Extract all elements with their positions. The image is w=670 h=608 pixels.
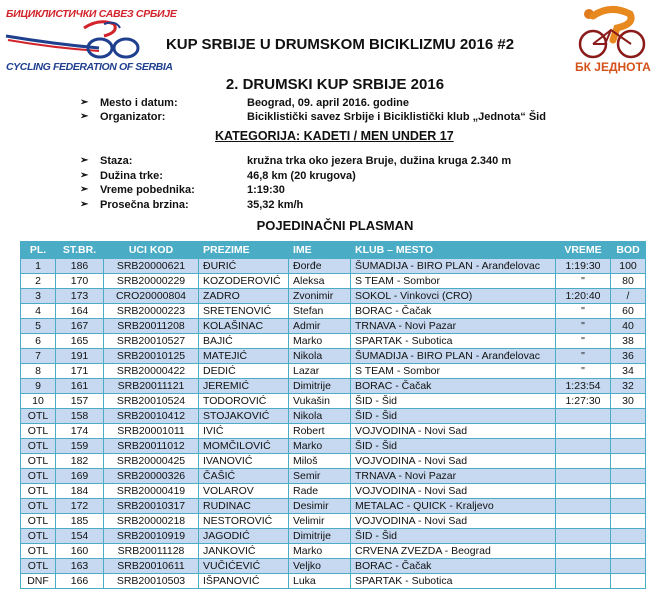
cell-place: 1 <box>21 259 56 274</box>
cell-uci-code: SRB20010524 <box>104 394 199 409</box>
cell-uci-code: SRB20011128 <box>104 544 199 559</box>
table-row <box>21 559 646 574</box>
cell-name: Admir <box>289 319 351 334</box>
cell-points <box>611 544 646 559</box>
cell-time: " <box>556 349 611 364</box>
table-row <box>21 484 646 499</box>
cell-name: Velimir <box>289 514 351 529</box>
table-row <box>21 394 646 409</box>
cell-time: " <box>556 364 611 379</box>
cell-points <box>611 559 646 574</box>
cell-club: BORAC - Čačak <box>351 379 556 394</box>
info-label: Mesto i datum: <box>100 97 178 109</box>
cell-start-number: 173 <box>56 289 104 304</box>
cell-time <box>556 469 611 484</box>
cell-uci-code: SRB20000419 <box>104 484 199 499</box>
cell-surname: VUČIĆEVIĆ <box>199 559 289 574</box>
cell-place: 10 <box>21 394 56 409</box>
cell-points: 100 <box>611 259 646 274</box>
column-header-surname: PREZIME <box>199 242 289 259</box>
cell-time <box>556 559 611 574</box>
cell-place: 9 <box>21 379 56 394</box>
cell-name: Marko <box>289 544 351 559</box>
cell-club: METALAC - QUICK - Kraljevo <box>351 499 556 514</box>
cell-start-number: 185 <box>56 514 104 529</box>
cell-name: Marko <box>289 334 351 349</box>
cell-start-number: 165 <box>56 334 104 349</box>
table-row <box>21 439 646 454</box>
cell-time <box>556 439 611 454</box>
table-row <box>21 334 646 349</box>
cell-place: DNF <box>21 574 56 589</box>
cell-surname: JANKOVIĆ <box>199 544 289 559</box>
cell-surname: KOLAŠINAC <box>199 319 289 334</box>
cell-surname: KOZODEROVIĆ <box>199 274 289 289</box>
cell-surname: JEREMIĆ <box>199 379 289 394</box>
cell-time: " <box>556 334 611 349</box>
column-header-points: BOD <box>611 242 646 259</box>
cell-club: SOKOL - Vinkovci (CRO) <box>351 289 556 304</box>
table-row <box>21 259 646 274</box>
bicycle-wheels-icon <box>4 18 154 62</box>
cell-name: Semir <box>289 469 351 484</box>
arrow-bullet-icon: ➢ <box>80 97 89 108</box>
cell-time: 1:19:30 <box>556 259 611 274</box>
table-row <box>21 454 646 469</box>
column-header-time: VREME <box>556 242 611 259</box>
cell-club: SPARTAK - Subotica <box>351 334 556 349</box>
results-table <box>20 241 646 589</box>
cell-name: Robert <box>289 424 351 439</box>
cell-uci-code: SRB20001011 <box>104 424 199 439</box>
cell-place: OTL <box>21 469 56 484</box>
cell-place: 2 <box>21 274 56 289</box>
cell-start-number: 161 <box>56 379 104 394</box>
table-row <box>21 544 646 559</box>
info-value: 1:19:30 <box>247 184 285 196</box>
cell-points <box>611 424 646 439</box>
cell-place: OTL <box>21 514 56 529</box>
cell-place: 3 <box>21 289 56 304</box>
cell-points <box>611 469 646 484</box>
info-label: Organizator: <box>100 111 166 123</box>
info-value: Biciklistički savez Srbije i Biciklistički klub „Jednota“ Šid <box>247 111 546 123</box>
cell-club: BORAC - Čačak <box>351 559 556 574</box>
cell-place: OTL <box>21 409 56 424</box>
cell-uci-code: SRB20000422 <box>104 364 199 379</box>
cell-club: SPARTAK - Subotica <box>351 574 556 589</box>
cell-points <box>611 514 646 529</box>
cell-name: Lazar <box>289 364 351 379</box>
cell-surname: NESTOROVIĆ <box>199 514 289 529</box>
cell-uci-code: SRB20000621 <box>104 259 199 274</box>
cell-points: 60 <box>611 304 646 319</box>
cell-points: 80 <box>611 274 646 289</box>
cell-place: OTL <box>21 484 56 499</box>
cell-club: ŠUMADIJA - BIRO PLAN - Aranđelovac <box>351 349 556 364</box>
cell-start-number: 163 <box>56 559 104 574</box>
cell-place: OTL <box>21 454 56 469</box>
category-heading: KATEGORIJA: KADETI / MEN UNDER 17 <box>215 129 454 143</box>
cell-start-number: 159 <box>56 439 104 454</box>
cell-name: Desimir <box>289 499 351 514</box>
cell-uci-code: SRB20011121 <box>104 379 199 394</box>
cell-time <box>556 454 611 469</box>
cell-surname: ĐURIĆ <box>199 259 289 274</box>
cell-place: OTL <box>21 544 56 559</box>
table-row <box>21 469 646 484</box>
arrow-bullet-icon: ➢ <box>80 170 89 181</box>
cell-surname: SRETENOVIĆ <box>199 304 289 319</box>
cell-time: 1:20:40 <box>556 289 611 304</box>
cell-name: Vukašin <box>289 394 351 409</box>
results-body <box>21 259 646 589</box>
cell-points <box>611 529 646 544</box>
cell-uci-code: SRB20011208 <box>104 319 199 334</box>
cell-points <box>611 409 646 424</box>
cell-club: ŠUMADIJA - BIRO PLAN - Aranđelovac <box>351 259 556 274</box>
cell-time <box>556 499 611 514</box>
cell-surname: ČAŠIĆ <box>199 469 289 484</box>
cell-start-number: 158 <box>56 409 104 424</box>
table-row <box>21 574 646 589</box>
cell-surname: RUDINAC <box>199 499 289 514</box>
table-row <box>21 349 646 364</box>
cell-uci-code: SRB20010317 <box>104 499 199 514</box>
cell-club: TRNAVA - Novi Pazar <box>351 319 556 334</box>
cell-name: Nikola <box>289 409 351 424</box>
cell-points: 40 <box>611 319 646 334</box>
cell-start-number: 164 <box>56 304 104 319</box>
cell-surname: DEDIĆ <box>199 364 289 379</box>
cell-uci-code: CRO20000804 <box>104 289 199 304</box>
cell-surname: STOJAKOVIĆ <box>199 409 289 424</box>
cell-uci-code: SRB20010527 <box>104 334 199 349</box>
cell-time: " <box>556 304 611 319</box>
info-label: Dužina trke: <box>100 170 163 182</box>
table-row <box>21 379 646 394</box>
cell-name: Luka <box>289 574 351 589</box>
cell-start-number: 174 <box>56 424 104 439</box>
cell-points: 32 <box>611 379 646 394</box>
cell-start-number: 172 <box>56 499 104 514</box>
cell-club: S TEAM - Sombor <box>351 274 556 289</box>
logo-text: БК ЈЕДНОТА <box>575 60 651 74</box>
cell-uci-code: SRB20000425 <box>104 454 199 469</box>
cell-start-number: 167 <box>56 319 104 334</box>
cell-name: Dimitrije <box>289 529 351 544</box>
cell-place: OTL <box>21 499 56 514</box>
cell-place: 4 <box>21 304 56 319</box>
cell-club: VOJVODINA - Novi Sad <box>351 514 556 529</box>
cell-uci-code: SRB20010919 <box>104 529 199 544</box>
cell-time <box>556 544 611 559</box>
info-value: kružna trka oko jezera Bruje, dužina kruga 2.340 m <box>247 155 512 167</box>
cell-surname: MOMČILOVIĆ <box>199 439 289 454</box>
table-row <box>21 289 646 304</box>
cell-name: Đorđe <box>289 259 351 274</box>
cell-points: 30 <box>611 394 646 409</box>
cell-place: 7 <box>21 349 56 364</box>
cell-start-number: 170 <box>56 274 104 289</box>
info-value: 35,32 km/h <box>247 199 304 211</box>
cell-name: Rade <box>289 484 351 499</box>
logo-english-text: CYCLING FEDERATION OF SERBIA <box>6 61 173 73</box>
cell-surname: IŠPANOVIĆ <box>199 574 289 589</box>
cell-club: S TEAM - Sombor <box>351 364 556 379</box>
arrow-bullet-icon: ➢ <box>80 199 89 210</box>
cell-start-number: 186 <box>56 259 104 274</box>
cell-start-number: 154 <box>56 529 104 544</box>
info-label: Vreme pobednika: <box>100 184 195 196</box>
cell-time: 1:27:30 <box>556 394 611 409</box>
table-row <box>21 514 646 529</box>
table-row <box>21 304 646 319</box>
column-header-club: KLUB – MESTO <box>351 242 556 259</box>
cell-start-number: 191 <box>56 349 104 364</box>
cell-place: OTL <box>21 529 56 544</box>
cell-club: VOJVODINA - Novi Sad <box>351 484 556 499</box>
cell-surname: MATEJIĆ <box>199 349 289 364</box>
cell-start-number: 171 <box>56 364 104 379</box>
cell-start-number: 160 <box>56 544 104 559</box>
cell-points: 38 <box>611 334 646 349</box>
cell-surname: ZADRO <box>199 289 289 304</box>
column-header-start-number: ST.BR. <box>56 242 104 259</box>
cell-uci-code: SRB20010611 <box>104 559 199 574</box>
cell-place: OTL <box>21 424 56 439</box>
arrow-bullet-icon: ➢ <box>80 184 89 195</box>
cell-uci-code: SRB20000218 <box>104 514 199 529</box>
cell-points <box>611 499 646 514</box>
table-row <box>21 274 646 289</box>
cell-uci-code: SRB20010503 <box>104 574 199 589</box>
column-header-place: PL. <box>21 242 56 259</box>
cell-name: Aleksa <box>289 274 351 289</box>
cell-club: BORAC - Čačak <box>351 304 556 319</box>
cell-points <box>611 484 646 499</box>
cell-points <box>611 574 646 589</box>
cell-uci-code: SRB20011012 <box>104 439 199 454</box>
cell-start-number: 169 <box>56 469 104 484</box>
cell-time: 1:23:54 <box>556 379 611 394</box>
cell-name: Stefan <box>289 304 351 319</box>
cell-points <box>611 439 646 454</box>
cell-club: ŠID - Šid <box>351 439 556 454</box>
info-value: Beograd, 09. april 2016. godine <box>247 97 409 109</box>
cell-club: ŠID - Šid <box>351 394 556 409</box>
cell-club: ŠID - Šid <box>351 529 556 544</box>
cycling-federation-logo <box>4 4 177 76</box>
cell-name: Veljko <box>289 559 351 574</box>
cell-surname: IVANOVIĆ <box>199 454 289 469</box>
cell-place: 6 <box>21 334 56 349</box>
cell-name: Zvonimir <box>289 289 351 304</box>
event-subtitle: 2. DRUMSKI KUP SRBIJE 2016 <box>225 76 445 93</box>
cell-club: ŠID - Šid <box>351 409 556 424</box>
table-row <box>21 364 646 379</box>
cell-time <box>556 574 611 589</box>
cell-start-number: 157 <box>56 394 104 409</box>
cell-time <box>556 424 611 439</box>
cell-club: VOJVODINA - Novi Sad <box>351 424 556 439</box>
cell-uci-code: SRB20000326 <box>104 469 199 484</box>
cell-start-number: 184 <box>56 484 104 499</box>
cell-points <box>611 454 646 469</box>
cell-surname: VOLAROV <box>199 484 289 499</box>
cell-time <box>556 409 611 424</box>
cell-time <box>556 514 611 529</box>
cell-place: OTL <box>21 439 56 454</box>
cell-surname: IVIĆ <box>199 424 289 439</box>
column-header-uci-code: UCI KOD <box>104 242 199 259</box>
bk-jednota-logo <box>565 2 655 80</box>
table-row <box>21 499 646 514</box>
info-value: 46,8 km (20 krugova) <box>247 170 356 182</box>
column-header-name: IME <box>289 242 351 259</box>
cell-place: 8 <box>21 364 56 379</box>
cell-start-number: 182 <box>56 454 104 469</box>
table-row <box>21 529 646 544</box>
page-title: KUP SRBIJE U DRUMSKOM BICIKLIZMU 2016 #2 <box>165 36 515 53</box>
cell-place: 5 <box>21 319 56 334</box>
table-header-row <box>21 242 646 259</box>
cell-name: Dimitrije <box>289 379 351 394</box>
arrow-bullet-icon: ➢ <box>80 111 89 122</box>
cell-club: TRNAVA - Novi Pazar <box>351 469 556 484</box>
cell-place: OTL <box>21 559 56 574</box>
cell-surname: JAGODIĆ <box>199 529 289 544</box>
cyclist-icon <box>565 2 655 62</box>
cell-points: 36 <box>611 349 646 364</box>
cell-name: Miloš <box>289 454 351 469</box>
cell-surname: TODOROVIĆ <box>199 394 289 409</box>
info-label: Staza: <box>100 155 133 167</box>
table-row <box>21 409 646 424</box>
arrow-bullet-icon: ➢ <box>80 155 89 166</box>
cell-start-number: 166 <box>56 574 104 589</box>
logo-cyrillic-text: БИЦИКЛИСТИЧКИ САВЕЗ СРБИЈЕ <box>6 8 177 20</box>
cell-points: 34 <box>611 364 646 379</box>
cell-time <box>556 484 611 499</box>
cell-time: " <box>556 319 611 334</box>
cell-uci-code: SRB20010125 <box>104 349 199 364</box>
table-row <box>21 319 646 334</box>
cell-club: CRVENA ZVEZDA - Beograd <box>351 544 556 559</box>
cell-points: / <box>611 289 646 304</box>
cell-name: Nikola <box>289 349 351 364</box>
info-label: Prosečna brzina: <box>100 199 189 211</box>
section-title: POJEDINAČNI PLASMAN <box>256 218 414 233</box>
cell-time <box>556 529 611 544</box>
cell-uci-code: SRB20000223 <box>104 304 199 319</box>
table-row <box>21 424 646 439</box>
cell-surname: BAJIĆ <box>199 334 289 349</box>
cell-name: Marko <box>289 439 351 454</box>
cell-uci-code: SRB20010412 <box>104 409 199 424</box>
cell-uci-code: SRB20000229 <box>104 274 199 289</box>
cell-club: VOJVODINA - Novi Sad <box>351 454 556 469</box>
cell-time: " <box>556 274 611 289</box>
